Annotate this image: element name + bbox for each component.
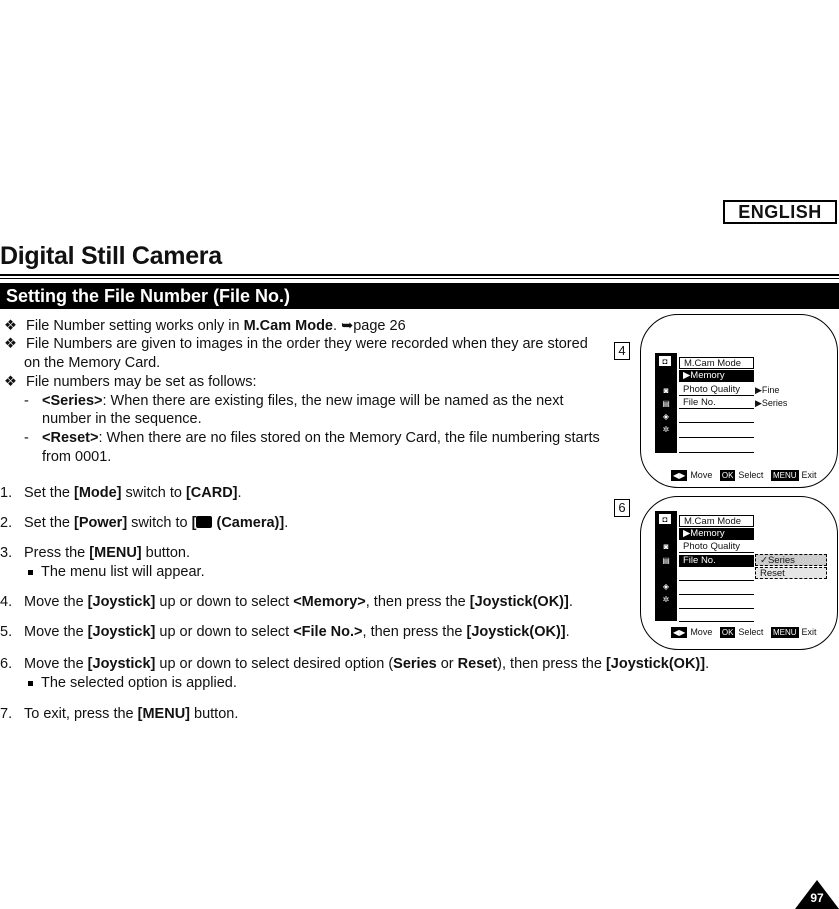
square-bullet-icon	[28, 681, 33, 686]
camera-mode-icon: ◘	[658, 355, 672, 367]
card-icon: ▤	[659, 555, 673, 567]
intro-bullet-3: ❖ File numbers may be set as follows:	[4, 374, 257, 390]
ok-icon: OK	[721, 628, 734, 637]
setting-icon: ◈	[659, 581, 673, 593]
option-fine: ▶Fine	[755, 385, 780, 395]
menu-item-file-no[interactable]: File No.	[679, 397, 754, 409]
menu-item-photo-quality[interactable]: Photo Quality	[679, 541, 754, 553]
joystick-icon: ◀▶	[673, 471, 686, 480]
reset-description-cont: from 0001.	[42, 449, 112, 465]
diamond-bullet-icon: ❖	[4, 318, 17, 334]
menu-divider	[679, 608, 754, 609]
menu-divider	[679, 594, 754, 595]
diamond-bullet-icon: ❖	[4, 374, 17, 390]
menu-key-icon: MENU	[772, 471, 797, 480]
option-reset[interactable]: Reset	[755, 567, 827, 579]
section-title: Setting the File Number (File No.)	[0, 283, 839, 309]
figure-4-menu-screen	[640, 314, 838, 488]
title-divider-thin	[0, 278, 839, 279]
ok-icon: OK	[721, 471, 734, 480]
page-ref-arrow-icon: ➥	[341, 318, 354, 334]
series-description-cont: number in the sequence.	[42, 411, 202, 427]
setting-icon: ◈	[659, 411, 673, 423]
camera-icon	[196, 516, 212, 528]
menu-item-mcam-mode[interactable]: M.Cam Mode	[679, 515, 754, 527]
menu-key-icon: MENU	[772, 628, 797, 637]
menu-divider	[679, 621, 754, 622]
intro-bullet-2-cont: on the Memory Card.	[24, 355, 161, 371]
intro-bullet-1: ❖ File Number setting works only in M.Cam Mode. ➥page 26	[4, 318, 406, 334]
menu-item-memory[interactable]: ▶Memory	[679, 528, 754, 540]
page-number: 97	[810, 891, 824, 905]
menu-footer: ◀▶ Move OK Select MENU Exit	[673, 470, 817, 480]
menu-item-mcam-mode[interactable]: M.Cam Mode	[679, 357, 754, 369]
page-title: Digital Still Camera	[0, 242, 222, 270]
figure-6-menu-screen	[640, 496, 838, 650]
option-series: ▶Series	[755, 398, 788, 408]
gear-icon: ✲	[659, 594, 673, 606]
square-bullet-icon	[28, 570, 33, 575]
card-icon: ▤	[659, 398, 673, 410]
language-badge: ENGLISH	[723, 200, 837, 224]
camera-mode-icon: ◘	[658, 513, 672, 525]
menu-footer: ◀▶ Move OK Select MENU Exit	[673, 627, 817, 637]
menu-item-photo-quality[interactable]: Photo Quality	[679, 384, 754, 396]
menu-item-memory[interactable]: ▶Memory	[679, 370, 754, 382]
intro-bullet-2: ❖ File Numbers are given to images in the order they were recorded when they are stored	[4, 336, 588, 352]
menu-divider	[679, 437, 754, 438]
step-6-note: The selected option is applied.	[28, 674, 237, 693]
diamond-bullet-icon: ❖	[4, 336, 17, 352]
option-series[interactable]: ✓Series	[755, 554, 827, 566]
menu-divider	[679, 422, 754, 423]
figure-4-label: 4	[614, 342, 630, 360]
photo-icon: ◙	[659, 541, 673, 553]
title-divider	[0, 274, 839, 276]
figure-6-label: 6	[614, 499, 630, 517]
step-3-note: The menu list will appear.	[28, 563, 205, 582]
joystick-icon: ◀▶	[673, 628, 686, 637]
series-description: - <Series>: When there are existing files, the new image will be named as the next	[24, 393, 564, 409]
gear-icon: ✲	[659, 424, 673, 436]
reset-description: - <Reset>: When there are no files stored on the Memory Card, the file numbering starts	[24, 430, 600, 446]
photo-icon: ◙	[659, 385, 673, 397]
menu-divider	[679, 580, 754, 581]
menu-item-file-no[interactable]: File No.	[679, 555, 754, 567]
menu-divider	[679, 452, 754, 453]
